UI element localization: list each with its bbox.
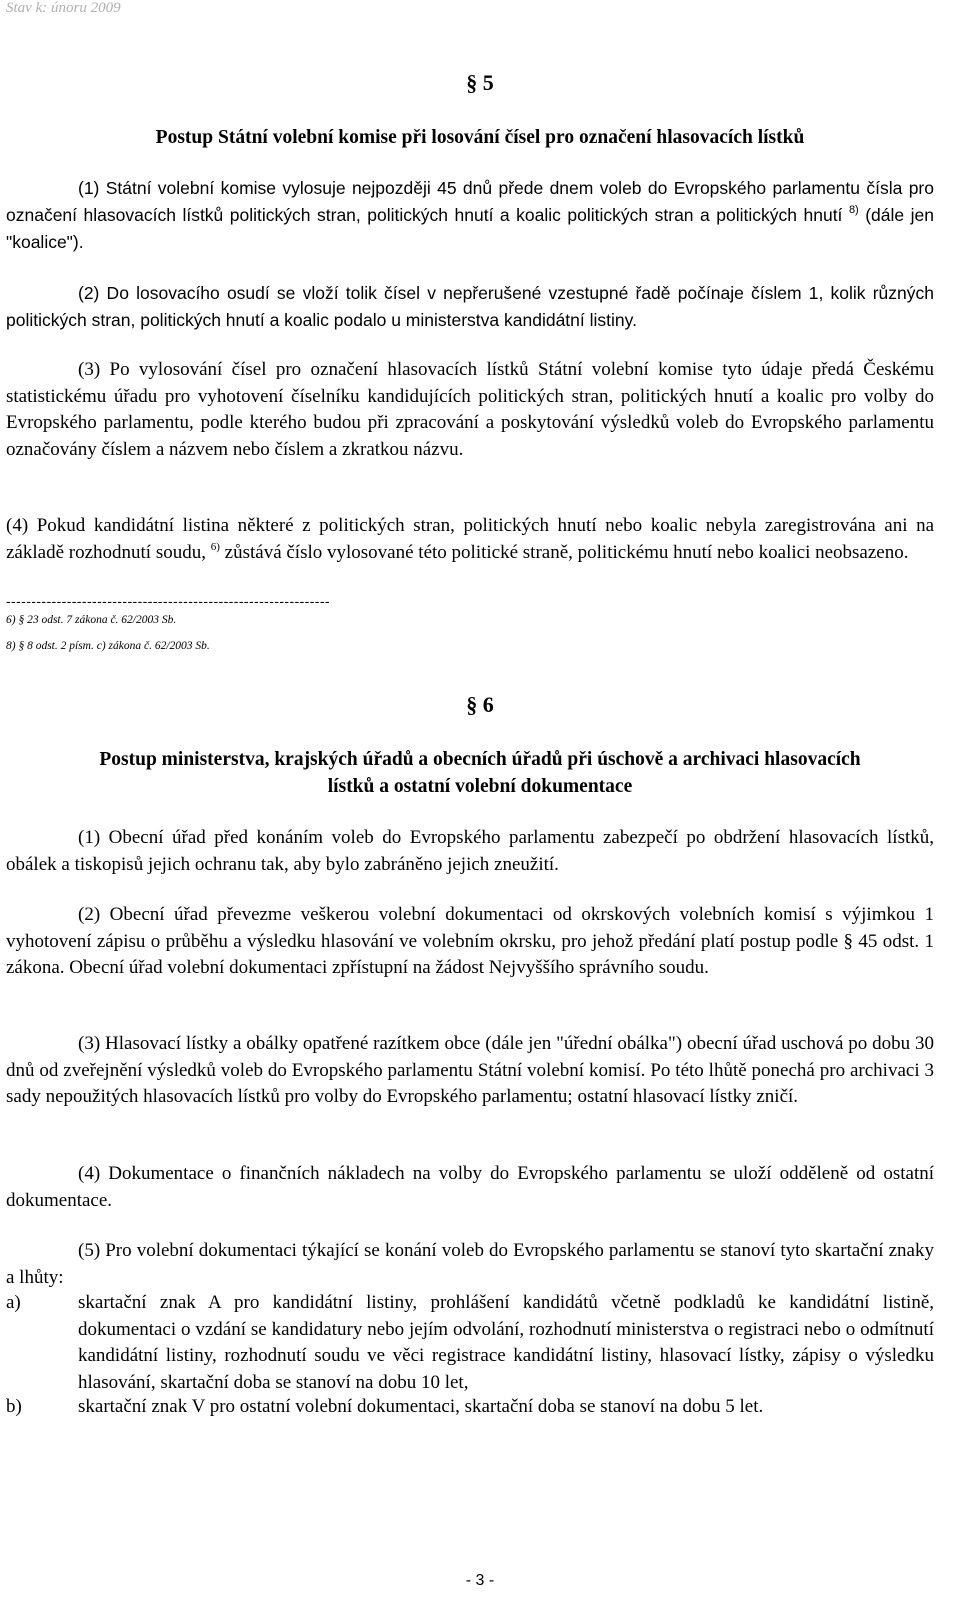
list-text-a: skartační znak A pro kandidátní listiny, prohlášení kandidátů včetně podkladů ke kandidátní listině, dokumentaci o vzdání se kandidatury nebo jejím odvolání, rozhodnutí ministerstva o registraci nebo o odmítnutí kandidátní listiny, rozhodnutí soudu ve věci registrace kandidátní listiny, hlasovací lístky, zápisy o výsledku hlasování, skartační doba se stanoví na dobu 10 let, — [78, 1292, 934, 1393]
section-5-paragraph-1: (1) Státní volební komise vylosuje nejpozději 45 dnů přede dnem voleb do Evropského parlamentu čísla pro označení hlasovacích lístků politických stran, politických hnutí a koalic politických stran a politických hnutí $^{8)}$ (dále jen "koalice"). — [6, 178, 934, 252]
section-6-title-line-1: Postup ministerstva, krajských úřadů a obecních úřadů při úschově a archivaci hlasovacích — [99, 749, 861, 770]
section-5-title: Postup Státní volební komise při losování čísel pro označení hlasovacích lístků — [155, 127, 805, 148]
footnote-8: 8) § 8 odst. 2 písm. c) zákona č. 62/2003 Sb. — [6, 640, 210, 652]
section-6-paragraph-2: (2) Obecní úřad převezme veškerou volební dokumentaci od okrskových volebních komisí s výjimkou 1 vyhotovení zápisu o průběhu a výsledku hlasování ve volebním okrsku, pro jehož předání platí postup podle § 45 odst. 1 zákona. Obecní úřad volební dokumentaci zpřístupní na žádost Nejvyššího správního soudu. — [6, 904, 934, 978]
page-header: Stav k: únoru 2009 — [6, 0, 121, 16]
footnote-ref-6: 6) — [210, 540, 220, 553]
section-5-paragraph-2: (2) Do losovacího osudí se vloží tolik čísel v nepřerušené vzestupné řadě počínaje číslem 1, kolik různých politických stran, politických hnutí a koalic podalo u ministerstva kandidátní listiny. — [6, 283, 934, 330]
section-6-paragraph-3: (3) Hlasovací lístky a obálky opatřené razítkem obce (dále jen "úřední obálka") obecní úřad uschová po dobu 30 dnů od zveřejnění výsledků voleb do Evropského parlamentu Státní volební komisí. Po této lhůtě ponechá pro archivaci 3 sady nepoužitých hlasovacích lístků pro volby do Evropského parlamentu; ostatní hlasovací lístky zničí. — [6, 1033, 934, 1107]
section-5-number: § 5 — [466, 70, 494, 95]
section-5-paragraph-4: (4) Pokud kandidátní listina některé z politických stran, politických hnutí nebo koalic nebyla zaregistrována ani na základě rozhodnutí soudu, $^{6)}$ zůstává číslo vylosované této politické straně, politickému hnutí nebo koalici neobsazeno. — [6, 515, 934, 563]
list-item-a — [6, 1290, 934, 1396]
footnote-6: 6) § 23 odst. 7 zákona č. 62/2003 Sb. — [6, 614, 177, 626]
section-6-title-line-2: lístků a ostatní volební dokumentace — [327, 776, 633, 797]
section-6-number: § 6 — [466, 692, 494, 717]
section-6-paragraph-4: (4) Dokumentace o finančních nákladech na volby do Evropského parlamentu se uloží odděleně od ostatní dokumentace. — [6, 1163, 934, 1211]
list-marker-a: a) — [6, 1292, 21, 1313]
list-item-b — [6, 1394, 934, 1421]
list-text-b: skartační znak V pro ostatní volební dokumentaci, skartační doba se stanoví na dobu 5 let. — [78, 1396, 764, 1417]
page-number: - 3 - — [465, 1572, 495, 1589]
section-5-paragraph-3: (3) Po vylosování čísel pro označení hlasovacích lístků Státní volební komise tyto údaje předá Českému statistickému úřadu pro vyhotovení číselníku kandidujících politických stran, politických hnutí a koalic pro volby do Evropského parlamentu, podle kterého budou při zpracování a poskytování výsledků voleb do Evropského parlamentu označovány číslem a názvem nebo číslem a zkratkou názvu. — [6, 359, 934, 460]
list-marker-b: b) — [6, 1396, 22, 1417]
section-6-paragraph-1: (1) Obecní úřad před konáním voleb do Evropského parlamentu zabezpečí po obdržení hlasovacích lístků, obálek a tiskopisů jejich ochranu tak, aby bylo zabráněno jejich zneužití. — [6, 827, 934, 875]
section-6-paragraph-5: (5) Pro volební dokumentaci týkající se konání voleb do Evropského parlamentu se stanoví tyto skartační znaky a lhůty: — [6, 1240, 934, 1288]
footnote-ref-8: 8) — [848, 204, 859, 216]
footnote-separator: ---------------------------------------------------------------- — [6, 593, 330, 609]
